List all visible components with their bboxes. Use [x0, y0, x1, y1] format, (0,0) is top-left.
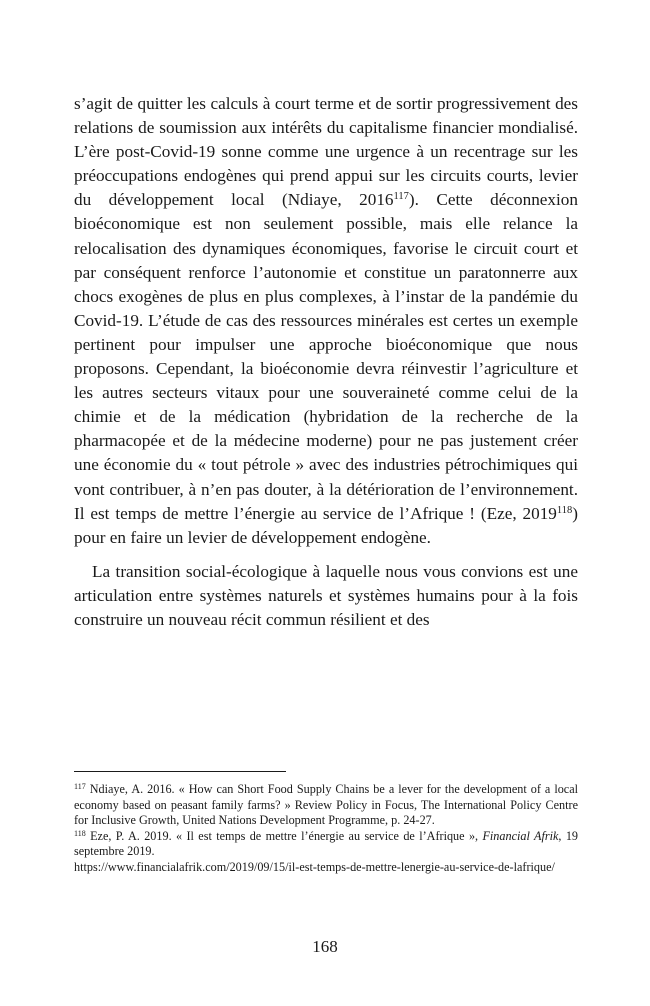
main-text: [74, 92, 578, 632]
paragraph-1-text-b: ). Cette déconnexion bioéconomique est non seulement possible, mais elle relance la relocalisation des dynamiques économiques, favorise le circuit court et par conséquent renforce l’autonomie et constitue un paratonnerre aux chocs exogènes de plus en plus complexes, à l’instar de la pandémie du Covid-19. L’étude de cas des ressources minérales est certes un exemple pertinent pour impulser une approche bioéconomique que nous proposons. Cependant, la bioéconomie devra réinvestir l’agriculture et les autres secteurs vitaux pour une souveraineté comme celui de la chimie et de la médication (hybridation de la recherche de la pharmacopée et de la médecine moderne) pour ne pas justement créer une économie du « tout pétrole » avec des industries pétrochimiques qui vont contribuer, à n’en pas douter, à la détérioration de l’environnement. Il est temps de mettre l’énergie au service de l’Afrique ! (Eze, 2019: [74, 190, 578, 523]
paragraph-2: La transition social-écologique à laquelle nous vous convions est une articulation entre systèmes naturels et systèmes humains pour à la fois construire un nouveau récit commun résilient et des: [74, 561, 578, 629]
footnote-118-url[interactable]: https://www.financialafrik.com/2019/09/15/il-est-temps-de-mettre-lenergie-au-service-de-lafrique/: [74, 859, 555, 874]
footnotes: [74, 782, 578, 876]
footnote-ref-117: 117: [393, 191, 409, 203]
footnote-118: [74, 829, 578, 860]
footnote-117: [74, 782, 578, 829]
journal-title: Financial Afrik: [482, 828, 559, 843]
footnote-text: Ndiaye, A. 2016. « How can Short Food Supply Chains be a lever for the development of a local economy based on peasant family farms? » Review Policy in Focus, The International Policy Centre for Inclusive Growth, United Nations Development Programme, p. 24-27.: [74, 782, 578, 828]
footnote-separator: [74, 771, 286, 772]
footnote-number: 118: [74, 828, 86, 838]
page-number: 168: [312, 937, 338, 956]
footnote-number: 117: [74, 782, 86, 791]
footnote-ref-118: 118: [556, 504, 573, 516]
paragraph-1-text-c: ) pour en faire un levier de développement endogène.: [74, 503, 578, 547]
footnote-text: Eze, P. A. 2019. « Il est temps de mettre l’énergie au service de l’Afrique »,: [90, 828, 483, 843]
paragraph-1: [74, 92, 578, 550]
footnote-text-date: , 19 septembre 2019.: [74, 828, 579, 859]
paragraph-1-text-a: s’agit de quitter les calculs à court terme et de sortir progressivement des relations de soumission aux intérêts du capitalisme financier mondialisé. L’ère post-Covid-19 sonne comme une urgence à un recentrage sur les préoccupations endogènes qui prend appui sur les circuits courts, levier du développement local (Ndiaye, 2016: [74, 94, 578, 210]
